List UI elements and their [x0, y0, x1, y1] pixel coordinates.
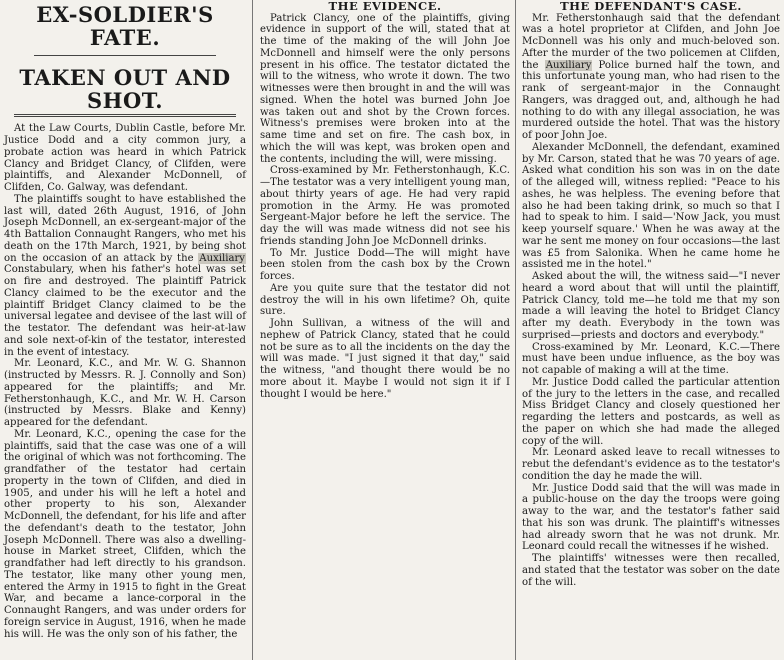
paragraph: Mr. Leonard asked leave to recall witnesses to rebut the defendant's evidence as to the testator's condition the day he made the will. [522, 447, 780, 482]
subheadline-rule [14, 114, 236, 117]
paragraph: Alexander McDonnell, the defendant, examined by Mr. Carson, stated that he was 70 years of age. Asked what condition his son was in on the date of the alleged will, witness replied: "Peace to his ashes, he was helpless. The evening before that also he had been taking drink, so much so that I had to speak to him. I said—'Now Jack, you must keep yourself square.' When he was away at the war he sent me money on four occasions—the last was £5 from Salonika. When he came home he assisted me in the hotel." [522, 141, 780, 271]
article-column-1 [0, 0, 250, 660]
headline: EX-SOLDIER'S FATE. [36, 2, 214, 51]
paragraph: At the Law Courts, Dublin Castle, before Mr. Justice Dodd and a city common jury, a probate action was heard in which Patrick Clancy and Bridget Clancy, of Clifden, were plaintiffs, and Alexander McDonnell, of Clifden, Co. Galway, was defendant. [4, 123, 246, 194]
paragraph: Are you quite sure that the testator did not destroy the will in his own lifetime? Oh, quite sure. [260, 282, 510, 318]
paragraph: Mr. Fetherstonhaugh said that the defendant was a hotel proprietor at Clifden, and John Joe McDonnell was his only and much-beloved son. After the murder of the two policemen at Clifden, the Auxiliary Police burned half the town, and this unfortunate young man, who had risen to the rank of sergeant-major in the Connaught Rangers, was dragged out, and, although he had nothing to do with any illegal association, he was murdered outside the hotel. That was the history of poor John Joe. [522, 12, 780, 142]
section-heading: THE DEFENDANT'S CASE. [560, 0, 742, 13]
paragraph: Patrick Clancy, one of the plaintiffs, giving evidence in support of the will, stated that at the time of the making of the will John Joe McDonnell and himself were the only persons present in his office. The testator dictated the will to the witness, who wrote it down. The two witnesses were then brought in and the will was signed. When the hotel was burned John Joe was taken out and shot by the Crown forces. Witness's premises were broken into at the same time and set on fire. The cash box, in which the will was kept, was broken open and the contents, including the will, were missing. [260, 12, 510, 165]
paragraph: Cross-examined by Mr. Leonard, K.C.—There must have been undue influence, as the boy was not capable of making a will at the time. [522, 341, 780, 377]
article-column-2 [256, 0, 514, 660]
paragraph: Mr. Leonard, K.C., and Mr. W. G. Shannon (instructed by Messrs. R. J. Connolly and Son) appeared for the plaintiffs; and Mr. Fetherstonhaugh, K.C., and Mr. W. H. Carson (instructed by Messrs. Blake and Kenny) appeared for the defendant. [4, 358, 246, 429]
paragraph: Asked about the will, the witness said—"I never heard a word about that will until the plaintiff, Patrick Clancy, told me—he told me that my son made a will leaving the hotel to Bridget Clancy after my death. Everybody in the town was surprised—priests and doctors and everybody." [522, 271, 780, 341]
column-divider [252, 0, 253, 660]
paragraph: The plaintiffs' witnesses were then recalled, and stated that the testator was sober on the date of the will. [522, 553, 780, 588]
paragraph: Mr. Justice Dodd called the particular attention of the jury to the letters in the case, and recalled Miss Bridget Clancy and closely questioned her regarding the letters and postcards, as well as the paper on which she had made the alleged copy of the will. [522, 376, 780, 447]
highlighted-term: Auxiliary [199, 252, 245, 264]
paragraph: Mr. Leonard, K.C., opening the case for the plaintiffs, said that the case was one of a will the original of which was not forthcoming. The grandfather of the testator had certain property in the town of Clifden, and died in 1905, and under his will he left a hotel and other property to his son, Alexander McDonnell, the defendant, for his life and after the defendant's death to the testator, John Joseph McDonnell. There was also a dwelling-house in Market street, Clifden, which the grandfather had left directly to his grandson. The testator, like many other young men, entered the Army in 1915 to fight in the Great War, and became a lance-corporal in the Connaught Rangers, and was under orders for foreign service in August, 1916, when he made his will. He was the only son of his father, the [4, 428, 246, 640]
subheadline: TAKEN OUT AND SHOT. [19, 65, 231, 114]
article-column-3 [518, 0, 784, 660]
paragraph: Cross-examined by Mr. Fetherstonhaugh, K.C.—The testator was a very intelligent young man, about thirty years of age. He had very rapid promotion in the Army. He was promoted Sergeant-Major before he left the service. The day the will was made witness did not see his friends standing John Joe McDonnell drinks. [260, 165, 510, 247]
paragraph: The plaintiffs sought to have established the last will, dated 26th August, 1916, of John Joseph McDonnell, an ex-sergeant-major of the 4th Battalion Connaught Rangers, who met his death on the 17th March, 1921, by being shot on the occasion of an attack by the Auxiliary Constabulary, when his father's hotel was set on fire and destroyed. The plaintiff Patrick Clancy claimed to be the executor and the plaintiff Bridget Clancy claimed to be the universal legatee and devisee of the last will of the testator. The defendant was heir-at-law and sole next-of-kin of the testator, interested in the event of intestacy. [4, 193, 246, 358]
paragraph: Mr. Justice Dodd said that the will was made in a public-house on the day the troops were going away to the war, and the testator's father said that his son was drunk. The plaintiff's witnesses had already sworn that he was not drunk. Mr. Leonard could recall the witnesses if he wished. [522, 482, 780, 553]
section-heading: THE EVIDENCE. [328, 0, 442, 13]
paragraph: To Mr. Justice Dodd—The will might have been stolen from the cash box by the Crown forces. [260, 247, 510, 283]
paragraph: John Sullivan, a witness of the will and nephew of Patrick Clancy, stated that he could not be sure as to all the incidents on the day the will was made. "I just signed it that day," said the witness, "and thought there would be no more about it. Maybe I would not sign it if I thought I would be here." [260, 318, 510, 400]
headline-rule [34, 55, 216, 56]
highlighted-term: Auxiliary [545, 59, 592, 71]
column-divider [515, 0, 516, 660]
